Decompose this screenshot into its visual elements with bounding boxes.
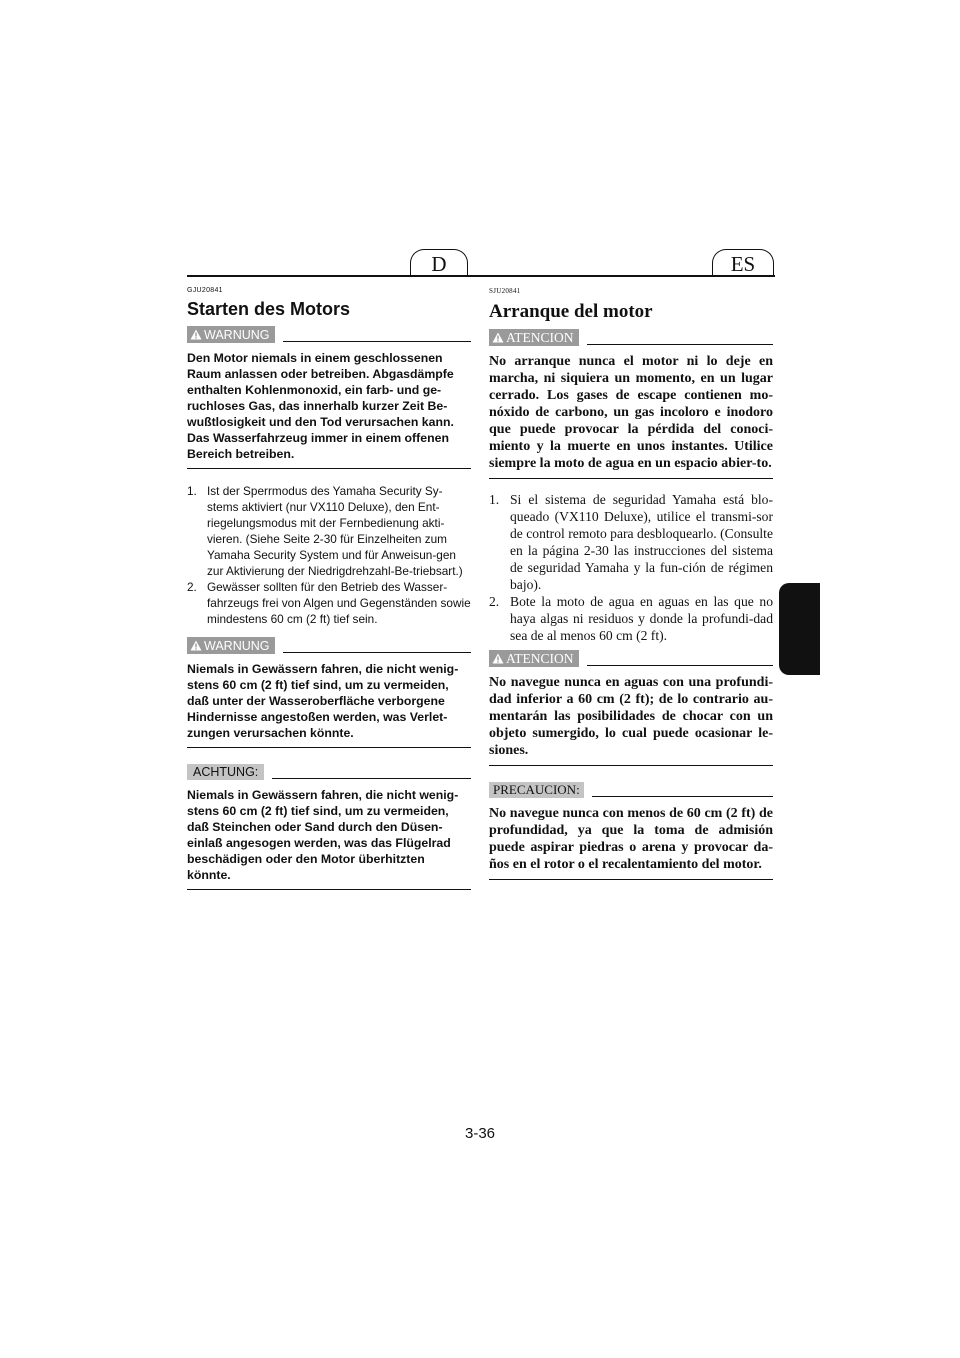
page-number: 3-36 [464, 1125, 496, 1142]
caution-header [187, 764, 471, 780]
step-text: Ist der Sperrmodus des Yamaha Security Sy-stems aktiviert (nur VX110 Deluxe), den Ent-riegelungsmodus mit der Fernbedienung akti-vieren. (Siehe Seite 2-30 für Einzelheiten zum Yamaha Security System und für Anweisun-gen zur Aktivierung der Niedrigdrehzahl-Be-triebsart.) [207, 484, 463, 578]
step-list [489, 491, 773, 644]
warning-header [489, 329, 773, 346]
section-code: GJU20841 [187, 287, 223, 294]
warning-label-text: WARNUNG [204, 327, 270, 342]
header-rule [187, 275, 775, 277]
warning-rule [283, 341, 471, 342]
list-item [187, 579, 471, 627]
step-list [187, 483, 471, 627]
step-number: 1. [187, 484, 197, 498]
warning-header [187, 326, 471, 343]
warning-label-text: WARNUNG [204, 638, 270, 653]
step-text: Bote la moto de agua en aguas en las que no haya algas ni residuos y donde la profundi-dad sea de al menos 60 cm (2 ft). [510, 594, 773, 643]
section-title: Arranque del motor [489, 301, 653, 322]
caution-rule [592, 796, 773, 797]
caution-rule [272, 778, 471, 779]
warning-rule [587, 344, 774, 345]
warning-label [187, 637, 275, 654]
warning-label-text: ATENCION [506, 650, 574, 666]
caution-header [489, 782, 773, 798]
warning-label [187, 326, 275, 343]
language-code-es: ES [730, 252, 756, 276]
warning-rule [283, 652, 471, 653]
caution-label: PRECAUCION: [489, 782, 584, 798]
list-item [489, 593, 773, 644]
caution-label: ACHTUNG: [187, 764, 264, 780]
caution-text: No navegue nunca con menos de 60 cm (2 ft) de profundidad, ya que la toma de admisión puede aspirar piedras o arena y provocar da-ños en el rotor o el recalentamiento del motor. [489, 798, 773, 880]
step-text: Gewässer sollten für den Betrieb des Wasser-fahrzeugs frei von Algen und Gegenständen sowie mindestens 60 cm (2 ft) tief sein. [207, 580, 471, 626]
chapter-thumb-tab [779, 583, 820, 675]
language-code-de: D [431, 252, 447, 276]
caution-text: Niemals in Gewässern fahren, die nicht wenig-stens 60 cm (2 ft) tief sind, um zu vermeiden, daß Steinchen oder Sand durch den Düsen-einlaß angesogen werden, was das Flügelrad beschädigen oder den Motor überhitzten könnte. [187, 780, 471, 890]
warning-text: No arranque nunca el motor ni lo deje en marcha, ni siquiera un momento, en un lugar cerrado. Los gases de escape contienen mo-nóxido de carbono, un gas incoloro e inodoro que puede provocar la pérdida del conoci-miento y la muerte en unos instantes. Utilice siempre la moto de agua en un espacio abier-to. [489, 346, 773, 479]
warning-header [489, 650, 773, 667]
warning-header [187, 637, 471, 654]
warning-triangle-icon [492, 653, 504, 664]
warning-text: Niemals in Gewässern fahren, die nicht wenig-stens 60 cm (2 ft) tief sind, um zu vermeiden, daß unter der Wasseroberfläche verborgene Hindernisse angestoßen werden, was Verlet-zungen verursachen könnte. [187, 654, 471, 748]
warning-triangle-icon [492, 332, 504, 343]
warning-text: No navegue nunca en aguas con una profundi-dad inferior a 60 cm (2 ft); de lo contrario au-mentarán las posibilidades de chocar con un objeto sumergido, lo cual puede ocasionar le-siones. [489, 667, 773, 766]
step-number: 2. [489, 594, 500, 609]
list-item [489, 491, 773, 593]
language-tab-es [712, 249, 774, 277]
step-number: 1. [489, 492, 500, 507]
warning-triangle-icon [190, 329, 202, 340]
warning-label-text: ATENCION [506, 329, 574, 345]
warning-rule [587, 665, 774, 666]
warning-label [489, 329, 579, 346]
section-code: SJU20841 [489, 287, 521, 295]
column-german [187, 284, 471, 890]
warning-triangle-icon [190, 640, 202, 651]
list-item [187, 483, 471, 579]
warning-text: Den Motor niemals in einem geschlossenen Raum anlassen oder betreiben. Abgasdämpfe enthalten Kohlenmonoxid, ein farb- und ge-ruchloses Gas, das innerhalb kurzer Zeit Be-wußtlosigkeit und den Tod verursachen kann. Das Wasserfahrzeug immer in einem offenen Bereich betreiben. [187, 343, 471, 469]
step-number: 2. [187, 580, 197, 594]
language-tab-de [410, 249, 468, 277]
step-text: Si el sistema de seguridad Yamaha está blo-queado (VX110 Deluxe), utilice el transmi-sor de control remoto para desbloquearlo. (Consulte en la página 2-30 las instrucciones del sistema de seguridad Yamaha y la fun-ción de régimen bajo). [510, 492, 773, 592]
section-title: Starten des Motors [187, 299, 351, 319]
column-spanish [489, 284, 773, 880]
warning-label [489, 650, 579, 667]
